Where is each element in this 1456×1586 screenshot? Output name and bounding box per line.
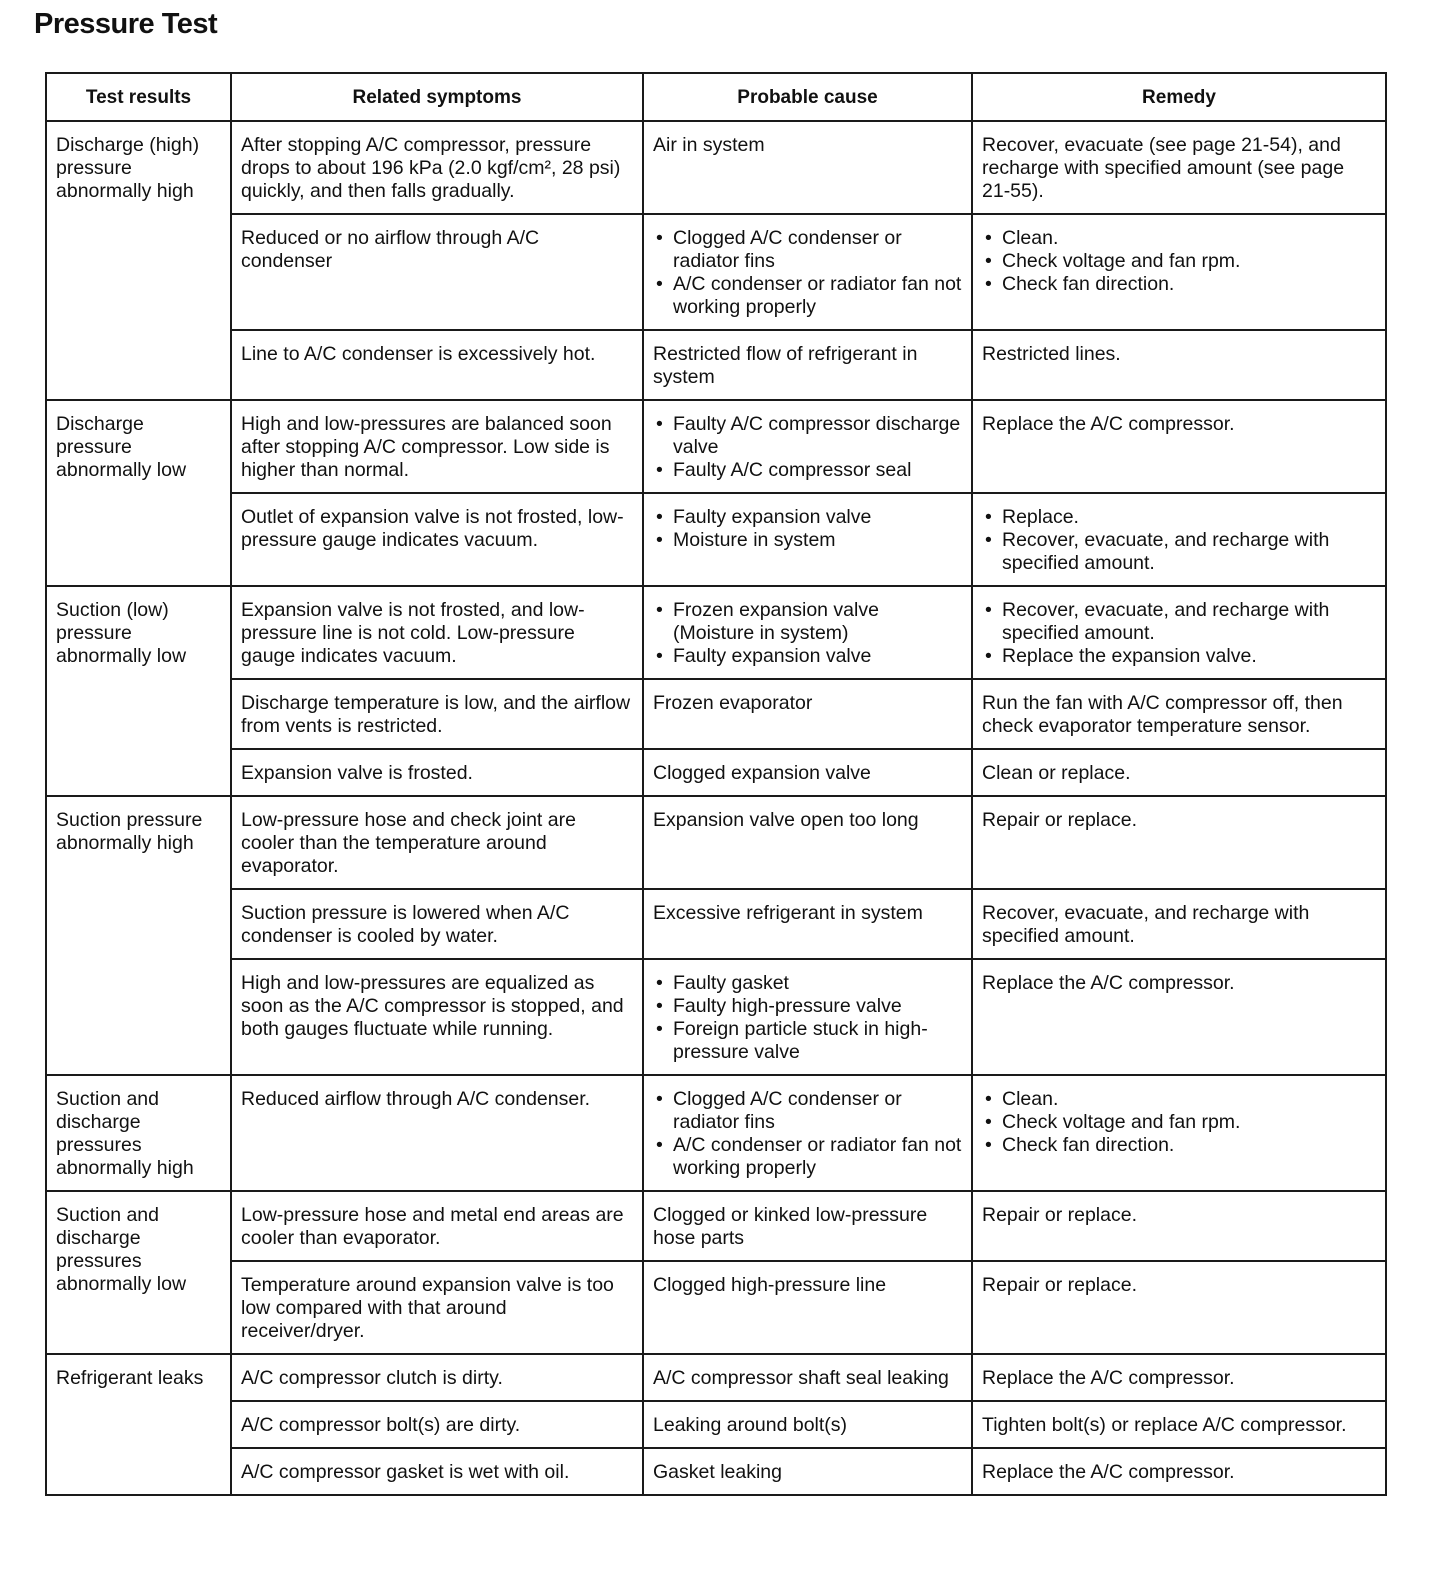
table-row xyxy=(46,1261,1386,1354)
remedy-cell xyxy=(972,1075,1386,1191)
remedy-cell: Clean or replace. xyxy=(972,749,1386,796)
remedy-cell: Repair or replace. xyxy=(972,796,1386,889)
cause-list xyxy=(653,972,962,1064)
cause-cell: Clogged expansion valve xyxy=(643,749,972,796)
cause-list xyxy=(653,599,962,668)
remedy-cell: Restricted lines. xyxy=(972,330,1386,400)
test-result-cell: Discharge pressure abnormally low xyxy=(46,400,231,586)
table-row xyxy=(46,400,1386,493)
remedy-list xyxy=(982,1088,1376,1157)
symptom-cell: Line to A/C condenser is excessively hot. xyxy=(231,330,643,400)
cause-cell xyxy=(643,493,972,586)
remedy-item: • Check fan direction. xyxy=(982,273,1376,296)
cause-cell xyxy=(643,959,972,1075)
cause-cell: Clogged high-pressure line xyxy=(643,1261,972,1354)
remedy-cell: Run the fan with A/C compressor off, then check evaporator temperature sensor. xyxy=(972,679,1386,749)
cause-item: • Foreign particle stuck in high-pressure valve xyxy=(653,1018,962,1064)
table-row xyxy=(46,586,1386,679)
page-title: Pressure Test xyxy=(34,8,218,40)
remedy-cell xyxy=(972,214,1386,330)
symptom-cell: Discharge temperature is low, and the airflow from vents is restricted. xyxy=(231,679,643,749)
cause-item: • A/C condenser or radiator fan not working properly xyxy=(653,273,962,319)
remedy-cell: Recover, evacuate, and recharge with specified amount. xyxy=(972,889,1386,959)
remedy-item: • Check voltage and fan rpm. xyxy=(982,250,1376,273)
cause-item: • Faulty expansion valve xyxy=(653,645,962,668)
remedy-cell: Tighten bolt(s) or replace A/C compressor. xyxy=(972,1401,1386,1448)
cause-cell xyxy=(643,1075,972,1191)
remedy-cell: Repair or replace. xyxy=(972,1261,1386,1354)
cause-cell xyxy=(643,214,972,330)
symptom-cell: Reduced airflow through A/C condenser. xyxy=(231,1075,643,1191)
cause-cell: Expansion valve open too long xyxy=(643,796,972,889)
cause-item: • Clogged A/C condenser or radiator fins xyxy=(653,1088,962,1134)
cause-cell: Gasket leaking xyxy=(643,1448,972,1495)
remedy-item: • Replace. xyxy=(982,506,1376,529)
cause-item: • Faulty A/C compressor seal xyxy=(653,459,962,482)
table-row xyxy=(46,330,1386,400)
symptom-cell: After stopping A/C compressor, pressure drops to about 196 kPa (2.0 kgf/cm², 28 psi) quickly, and then falls gradually. xyxy=(231,121,643,214)
cause-list xyxy=(653,506,962,552)
cause-item: • Faulty gasket xyxy=(653,972,962,995)
header-probable-cause: Probable cause xyxy=(643,73,972,121)
table-body xyxy=(46,121,1386,1495)
symptom-cell: A/C compressor clutch is dirty. xyxy=(231,1354,643,1401)
cause-cell xyxy=(643,400,972,493)
cause-list xyxy=(653,227,962,319)
remedy-item: • Check fan direction. xyxy=(982,1134,1376,1157)
symptom-cell: High and low-pressures are balanced soon after stopping A/C compressor. Low side is higher than normal. xyxy=(231,400,643,493)
pressure-test-table xyxy=(45,72,1387,1496)
cause-item: • Faulty expansion valve xyxy=(653,506,962,529)
table-row xyxy=(46,1401,1386,1448)
symptom-cell: Suction pressure is lowered when A/C condenser is cooled by water. xyxy=(231,889,643,959)
symptom-cell: Temperature around expansion valve is too low compared with that around receiver/dryer. xyxy=(231,1261,643,1354)
symptom-cell: A/C compressor gasket is wet with oil. xyxy=(231,1448,643,1495)
cause-list xyxy=(653,1088,962,1180)
cause-cell xyxy=(643,586,972,679)
header-row xyxy=(46,73,1386,121)
cause-item: • Frozen expansion valve (Moisture in system) xyxy=(653,599,962,645)
remedy-list xyxy=(982,599,1376,668)
test-result-cell: Discharge (high) pressure abnormally high xyxy=(46,121,231,400)
table-row xyxy=(46,796,1386,889)
symptom-cell: Expansion valve is not frosted, and low-pressure line is not cold. Low-pressure gauge indicates vacuum. xyxy=(231,586,643,679)
cause-cell: Restricted flow of refrigerant in system xyxy=(643,330,972,400)
table-row xyxy=(46,1075,1386,1191)
table-row xyxy=(46,214,1386,330)
cause-cell: Clogged or kinked low-pressure hose parts xyxy=(643,1191,972,1261)
remedy-cell: Replace the A/C compressor. xyxy=(972,1448,1386,1495)
remedy-item: • Recover, evacuate, and recharge with specified amount. xyxy=(982,599,1376,645)
symptom-cell: Low-pressure hose and metal end areas are cooler than evaporator. xyxy=(231,1191,643,1261)
header-related-symptoms: Related symptoms xyxy=(231,73,643,121)
test-result-cell: Suction and discharge pressures abnormally high xyxy=(46,1075,231,1191)
remedy-cell: Replace the A/C compressor. xyxy=(972,959,1386,1075)
symptom-cell: Reduced or no airflow through A/C condenser xyxy=(231,214,643,330)
cause-cell: Frozen evaporator xyxy=(643,679,972,749)
test-result-cell: Suction (low) pressure abnormally low xyxy=(46,586,231,796)
remedy-cell: Recover, evacuate (see page 21-54), and recharge with specified amount (see page 21-55). xyxy=(972,121,1386,214)
cause-item: • Clogged A/C condenser or radiator fins xyxy=(653,227,962,273)
remedy-cell: Replace the A/C compressor. xyxy=(972,400,1386,493)
table-row xyxy=(46,493,1386,586)
table-row xyxy=(46,121,1386,214)
symptom-cell: Outlet of expansion valve is not frosted, low-pressure gauge indicates vacuum. xyxy=(231,493,643,586)
remedy-list xyxy=(982,227,1376,296)
cause-item: • Faulty A/C compressor discharge valve xyxy=(653,413,962,459)
test-result-cell: Refrigerant leaks xyxy=(46,1354,231,1495)
symptom-cell: A/C compressor bolt(s) are dirty. xyxy=(231,1401,643,1448)
symptom-cell: Expansion valve is frosted. xyxy=(231,749,643,796)
remedy-cell: Replace the A/C compressor. xyxy=(972,1354,1386,1401)
cause-cell: Leaking around bolt(s) xyxy=(643,1401,972,1448)
table-row xyxy=(46,679,1386,749)
remedy-cell xyxy=(972,586,1386,679)
cause-cell: Air in system xyxy=(643,121,972,214)
test-result-cell: Suction pressure abnormally high xyxy=(46,796,231,1075)
header-remedy: Remedy xyxy=(972,73,1386,121)
table-row xyxy=(46,1448,1386,1495)
table-row xyxy=(46,889,1386,959)
cause-list xyxy=(653,413,962,482)
cause-item: • Faulty high-pressure valve xyxy=(653,995,962,1018)
remedy-item: • Replace the expansion valve. xyxy=(982,645,1376,668)
test-result-cell: Suction and discharge pressures abnormally low xyxy=(46,1191,231,1354)
remedy-item: • Clean. xyxy=(982,227,1376,250)
remedy-cell xyxy=(972,493,1386,586)
remedy-item: • Clean. xyxy=(982,1088,1376,1111)
remedy-item: • Recover, evacuate, and recharge with specified amount. xyxy=(982,529,1376,575)
table-row xyxy=(46,959,1386,1075)
table-row xyxy=(46,1354,1386,1401)
symptom-cell: High and low-pressures are equalized as soon as the A/C compressor is stopped, and both gauges fluctuate while running. xyxy=(231,959,643,1075)
header-test-results: Test results xyxy=(46,73,231,121)
remedy-item: • Check voltage and fan rpm. xyxy=(982,1111,1376,1134)
cause-item: • Moisture in system xyxy=(653,529,962,552)
symptom-cell: Low-pressure hose and check joint are cooler than the temperature around evaporator. xyxy=(231,796,643,889)
remedy-cell: Repair or replace. xyxy=(972,1191,1386,1261)
cause-cell: Excessive refrigerant in system xyxy=(643,889,972,959)
table-row xyxy=(46,749,1386,796)
cause-cell: A/C compressor shaft seal leaking xyxy=(643,1354,972,1401)
cause-item: • A/C condenser or radiator fan not working properly xyxy=(653,1134,962,1180)
table-row xyxy=(46,1191,1386,1261)
remedy-list xyxy=(982,506,1376,575)
